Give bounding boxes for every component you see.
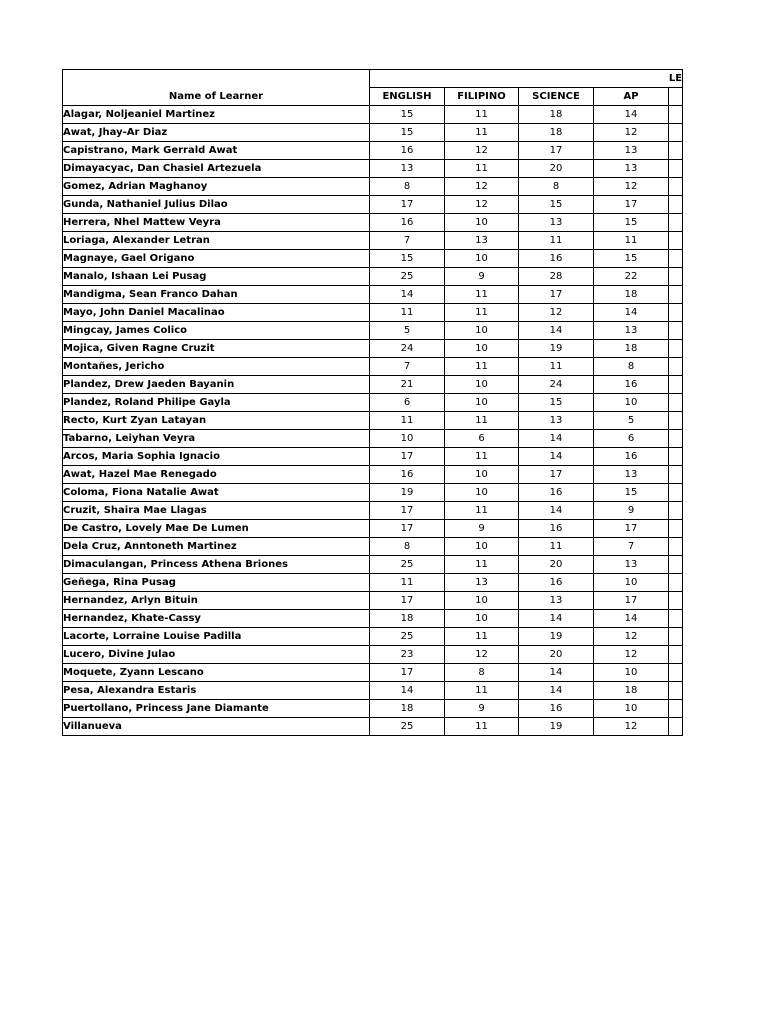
learner-name: Montañes, Jericho [63,358,370,376]
score-ap: 10 [594,574,669,592]
score-english: 17 [370,520,445,538]
grade-sheet [62,69,683,753]
score-english: 25 [370,628,445,646]
learner-name: Capistrano, Mark Gerrald Awat [63,142,370,160]
learner-name: Dimayacyac, Dan Chasiel Artezuela [63,160,370,178]
score-filipino: 10 [445,376,519,394]
score-ap: 15 [594,214,669,232]
score-ap: 18 [594,286,669,304]
cutoff-cell [669,484,683,502]
score-filipino: 10 [445,394,519,412]
score-ap: 14 [594,106,669,124]
name-of-learner-header: Name of Learner [63,70,370,106]
score-filipino: 13 [445,232,519,250]
score-science: 16 [519,574,594,592]
score-english: 15 [370,106,445,124]
score-science: 20 [519,646,594,664]
learner-name: Moquete, Zyann Lescano [63,664,370,682]
score-filipino: 10 [445,322,519,340]
score-ap: 18 [594,682,669,700]
learner-name: Mayo, John Daniel Macalinao [63,304,370,322]
score-filipino: 9 [445,700,519,718]
score-filipino: 11 [445,682,519,700]
score-ap: 12 [594,178,669,196]
table-row [63,592,683,610]
score-english: 17 [370,502,445,520]
cutoff-cell [669,502,683,520]
score-science: 15 [519,196,594,214]
learner-name: Cruzit, Shaira Mae Llagas [63,502,370,520]
table-row [63,718,683,736]
learner-name: Gomez, Adrian Maghanoy [63,178,370,196]
score-filipino: 10 [445,484,519,502]
score-ap: 15 [594,484,669,502]
table-row [63,250,683,268]
score-filipino: 11 [445,556,519,574]
cutoff-cell [669,124,683,142]
cutoff-cell [669,178,683,196]
score-english: 16 [370,142,445,160]
score-filipino: 11 [445,358,519,376]
score-filipino: 11 [445,628,519,646]
score-filipino: 11 [445,106,519,124]
score-filipino: 11 [445,718,519,736]
cutoff-cell [669,664,683,682]
subject-group-header [370,70,683,88]
score-filipino: 6 [445,430,519,448]
score-filipino: 12 [445,646,519,664]
cutoff-cell [669,556,683,574]
cutoff-cell [669,520,683,538]
learner-name: Dela Cruz, Anntoneth Martinez [63,538,370,556]
score-science: 14 [519,610,594,628]
learner-name: Magnaye, Gael Origano [63,250,370,268]
score-ap: 12 [594,646,669,664]
score-english: 25 [370,718,445,736]
score-ap: 15 [594,250,669,268]
table-row [63,646,683,664]
table-row [63,124,683,142]
table-row [63,574,683,592]
table-row [63,376,683,394]
score-science: 19 [519,718,594,736]
score-ap: 13 [594,466,669,484]
score-english: 15 [370,124,445,142]
table-row [63,412,683,430]
learner-name: Coloma, Fiona Natalie Awat [63,484,370,502]
score-ap: 13 [594,322,669,340]
score-filipino: 10 [445,250,519,268]
table-row [63,340,683,358]
score-ap: 10 [594,700,669,718]
learner-name: Herrera, Nhel Mattew Veyra [63,214,370,232]
score-ap: 13 [594,142,669,160]
score-filipino: 11 [445,304,519,322]
score-science: 18 [519,124,594,142]
score-english: 14 [370,682,445,700]
learner-name: Loriaga, Alexander Letran [63,232,370,250]
score-english: 8 [370,538,445,556]
table-row [63,466,683,484]
score-filipino: 11 [445,286,519,304]
score-ap: 17 [594,520,669,538]
score-ap: 14 [594,304,669,322]
learner-name: Hernandez, Khate-Cassy [63,610,370,628]
score-english: 19 [370,484,445,502]
score-science: 14 [519,322,594,340]
score-filipino: 11 [445,160,519,178]
learner-name: Awat, Hazel Mae Renegado [63,466,370,484]
table-row [63,196,683,214]
table-row [63,502,683,520]
cutoff-cell [669,682,683,700]
subject-header-english: ENGLISH [370,88,445,106]
table-row [63,700,683,718]
cutoff-cell [669,376,683,394]
score-science: 16 [519,484,594,502]
score-ap: 22 [594,268,669,286]
score-science: 20 [519,556,594,574]
score-science: 13 [519,592,594,610]
cutoff-cell [669,340,683,358]
learner-name: Mingcay, James Colico [63,322,370,340]
score-science: 17 [519,466,594,484]
learner-name: Manalo, Ishaan Lei Pusag [63,268,370,286]
table-row [63,682,683,700]
score-ap: 16 [594,376,669,394]
score-science: 11 [519,538,594,556]
score-science: 16 [519,700,594,718]
learner-name: Arcos, Maria Sophia Ignacio [63,448,370,466]
score-science: 8 [519,178,594,196]
score-filipino: 8 [445,664,519,682]
score-science: 14 [519,430,594,448]
cutoff-cell [669,322,683,340]
score-science: 13 [519,214,594,232]
cutoff-cell [669,232,683,250]
score-filipino: 9 [445,520,519,538]
table-row [63,520,683,538]
score-ap: 12 [594,124,669,142]
cutoff-cell [669,430,683,448]
score-filipino: 10 [445,538,519,556]
subject-header-cutoff [669,88,683,106]
subject-header-filipino: FILIPINO [445,88,519,106]
score-english: 5 [370,322,445,340]
learner-name: Mojica, Given Ragne Cruzit [63,340,370,358]
score-science: 14 [519,502,594,520]
score-filipino: 12 [445,142,519,160]
score-english: 7 [370,358,445,376]
cutoff-cell [669,106,683,124]
score-ap: 5 [594,412,669,430]
learner-name: Puertollano, Princess Jane Diamante [63,700,370,718]
score-science: 14 [519,682,594,700]
score-ap: 16 [594,448,669,466]
cutoff-cell [669,250,683,268]
score-filipino: 13 [445,574,519,592]
table-row [63,160,683,178]
subject-header-science: SCIENCE [519,88,594,106]
score-filipino: 10 [445,214,519,232]
learner-name: Lacorte, Lorraine Louise Padilla [63,628,370,646]
score-ap: 7 [594,538,669,556]
score-science: 16 [519,250,594,268]
learner-name: Lucero, Divine Julao [63,646,370,664]
cutoff-cell [669,628,683,646]
score-english: 11 [370,304,445,322]
score-science: 19 [519,628,594,646]
table-row [63,322,683,340]
cutoff-cell [669,610,683,628]
score-science: 24 [519,376,594,394]
subject-group-label: LE [668,73,683,84]
score-ap: 10 [594,664,669,682]
table-row [63,394,683,412]
score-english: 13 [370,160,445,178]
score-filipino: 12 [445,196,519,214]
cutoff-cell [669,646,683,664]
score-english: 25 [370,556,445,574]
score-filipino: 9 [445,268,519,286]
score-ap: 17 [594,196,669,214]
cutoff-cell [669,142,683,160]
cutoff-cell [669,448,683,466]
score-science: 17 [519,286,594,304]
score-english: 18 [370,610,445,628]
cutoff-cell [669,574,683,592]
cutoff-cell [669,286,683,304]
cutoff-cell [669,214,683,232]
table-row [63,214,683,232]
score-science: 15 [519,394,594,412]
header-row-top [63,70,683,88]
learner-name: Geñega, Rina Pusag [63,574,370,592]
score-english: 15 [370,250,445,268]
score-science: 28 [519,268,594,286]
table-row [63,286,683,304]
score-science: 11 [519,232,594,250]
table-row [63,178,683,196]
table-row [63,268,683,286]
score-ap: 13 [594,556,669,574]
cutoff-cell [669,268,683,286]
score-science: 12 [519,304,594,322]
score-english: 16 [370,466,445,484]
score-ap: 17 [594,592,669,610]
score-science: 14 [519,664,594,682]
learner-name: Dimaculangan, Princess Athena Briones [63,556,370,574]
score-ap: 6 [594,430,669,448]
table-row [63,448,683,466]
score-science: 11 [519,358,594,376]
table-row [63,628,683,646]
score-ap: 8 [594,358,669,376]
score-english: 10 [370,430,445,448]
score-filipino: 11 [445,412,519,430]
learner-name: Mandigma, Sean Franco Dahan [63,286,370,304]
score-filipino: 10 [445,466,519,484]
learner-name: Villanueva [63,718,370,736]
learner-name: Tabarno, Leiyhan Veyra [63,430,370,448]
learner-name: Recto, Kurt Zyan Latayan [63,412,370,430]
score-science: 13 [519,412,594,430]
learner-name: Plandez, Roland Philipe Gayla [63,394,370,412]
score-ap: 10 [594,394,669,412]
score-english: 17 [370,196,445,214]
score-science: 17 [519,142,594,160]
score-english: 23 [370,646,445,664]
cutoff-cell [669,538,683,556]
score-ap: 13 [594,160,669,178]
table-row [63,232,683,250]
cutoff-cell [669,394,683,412]
table-row [63,664,683,682]
score-english: 7 [370,232,445,250]
score-english: 6 [370,394,445,412]
score-filipino: 10 [445,592,519,610]
score-english: 11 [370,412,445,430]
table-row [63,484,683,502]
learner-name: Hernandez, Arlyn Bituin [63,592,370,610]
score-science: 18 [519,106,594,124]
cutoff-cell [669,358,683,376]
score-filipino: 12 [445,178,519,196]
score-ap: 12 [594,718,669,736]
score-english: 17 [370,448,445,466]
cutoff-cell [669,304,683,322]
table-row [63,610,683,628]
score-science: 20 [519,160,594,178]
score-english: 24 [370,340,445,358]
score-english: 8 [370,178,445,196]
score-science: 19 [519,340,594,358]
learner-name: Alagar, Noljeaniel Martinez [63,106,370,124]
cutoff-cell [669,592,683,610]
cutoff-cell [669,196,683,214]
score-science: 14 [519,448,594,466]
score-ap: 14 [594,610,669,628]
score-english: 18 [370,700,445,718]
learner-name: De Castro, Lovely Mae De Lumen [63,520,370,538]
table-row [63,556,683,574]
cutoff-cell [669,718,683,736]
cutoff-cell [669,412,683,430]
table-row [63,430,683,448]
learner-name: Gunda, Nathaniel Julius Dilao [63,196,370,214]
score-filipino: 10 [445,610,519,628]
score-ap: 18 [594,340,669,358]
cutoff-cell [669,160,683,178]
table-row [63,106,683,124]
learner-name: Awat, Jhay-Ar Diaz [63,124,370,142]
score-ap: 9 [594,502,669,520]
score-english: 25 [370,268,445,286]
table-row [63,538,683,556]
learner-name: Pesa, Alexandra Estaris [63,682,370,700]
score-ap: 11 [594,232,669,250]
score-english: 21 [370,376,445,394]
score-english: 14 [370,286,445,304]
grades-table [62,69,683,736]
score-science: 16 [519,520,594,538]
score-english: 17 [370,592,445,610]
score-english: 11 [370,574,445,592]
score-english: 17 [370,664,445,682]
table-row [63,142,683,160]
score-filipino: 11 [445,502,519,520]
learner-name: Plandez, Drew Jaeden Bayanin [63,376,370,394]
cutoff-cell [669,466,683,484]
score-filipino: 11 [445,448,519,466]
score-filipino: 11 [445,124,519,142]
score-english: 16 [370,214,445,232]
table-row [63,358,683,376]
table-row [63,304,683,322]
cutoff-cell [669,700,683,718]
subject-header-ap: AP [594,88,669,106]
score-filipino: 10 [445,340,519,358]
score-ap: 12 [594,628,669,646]
